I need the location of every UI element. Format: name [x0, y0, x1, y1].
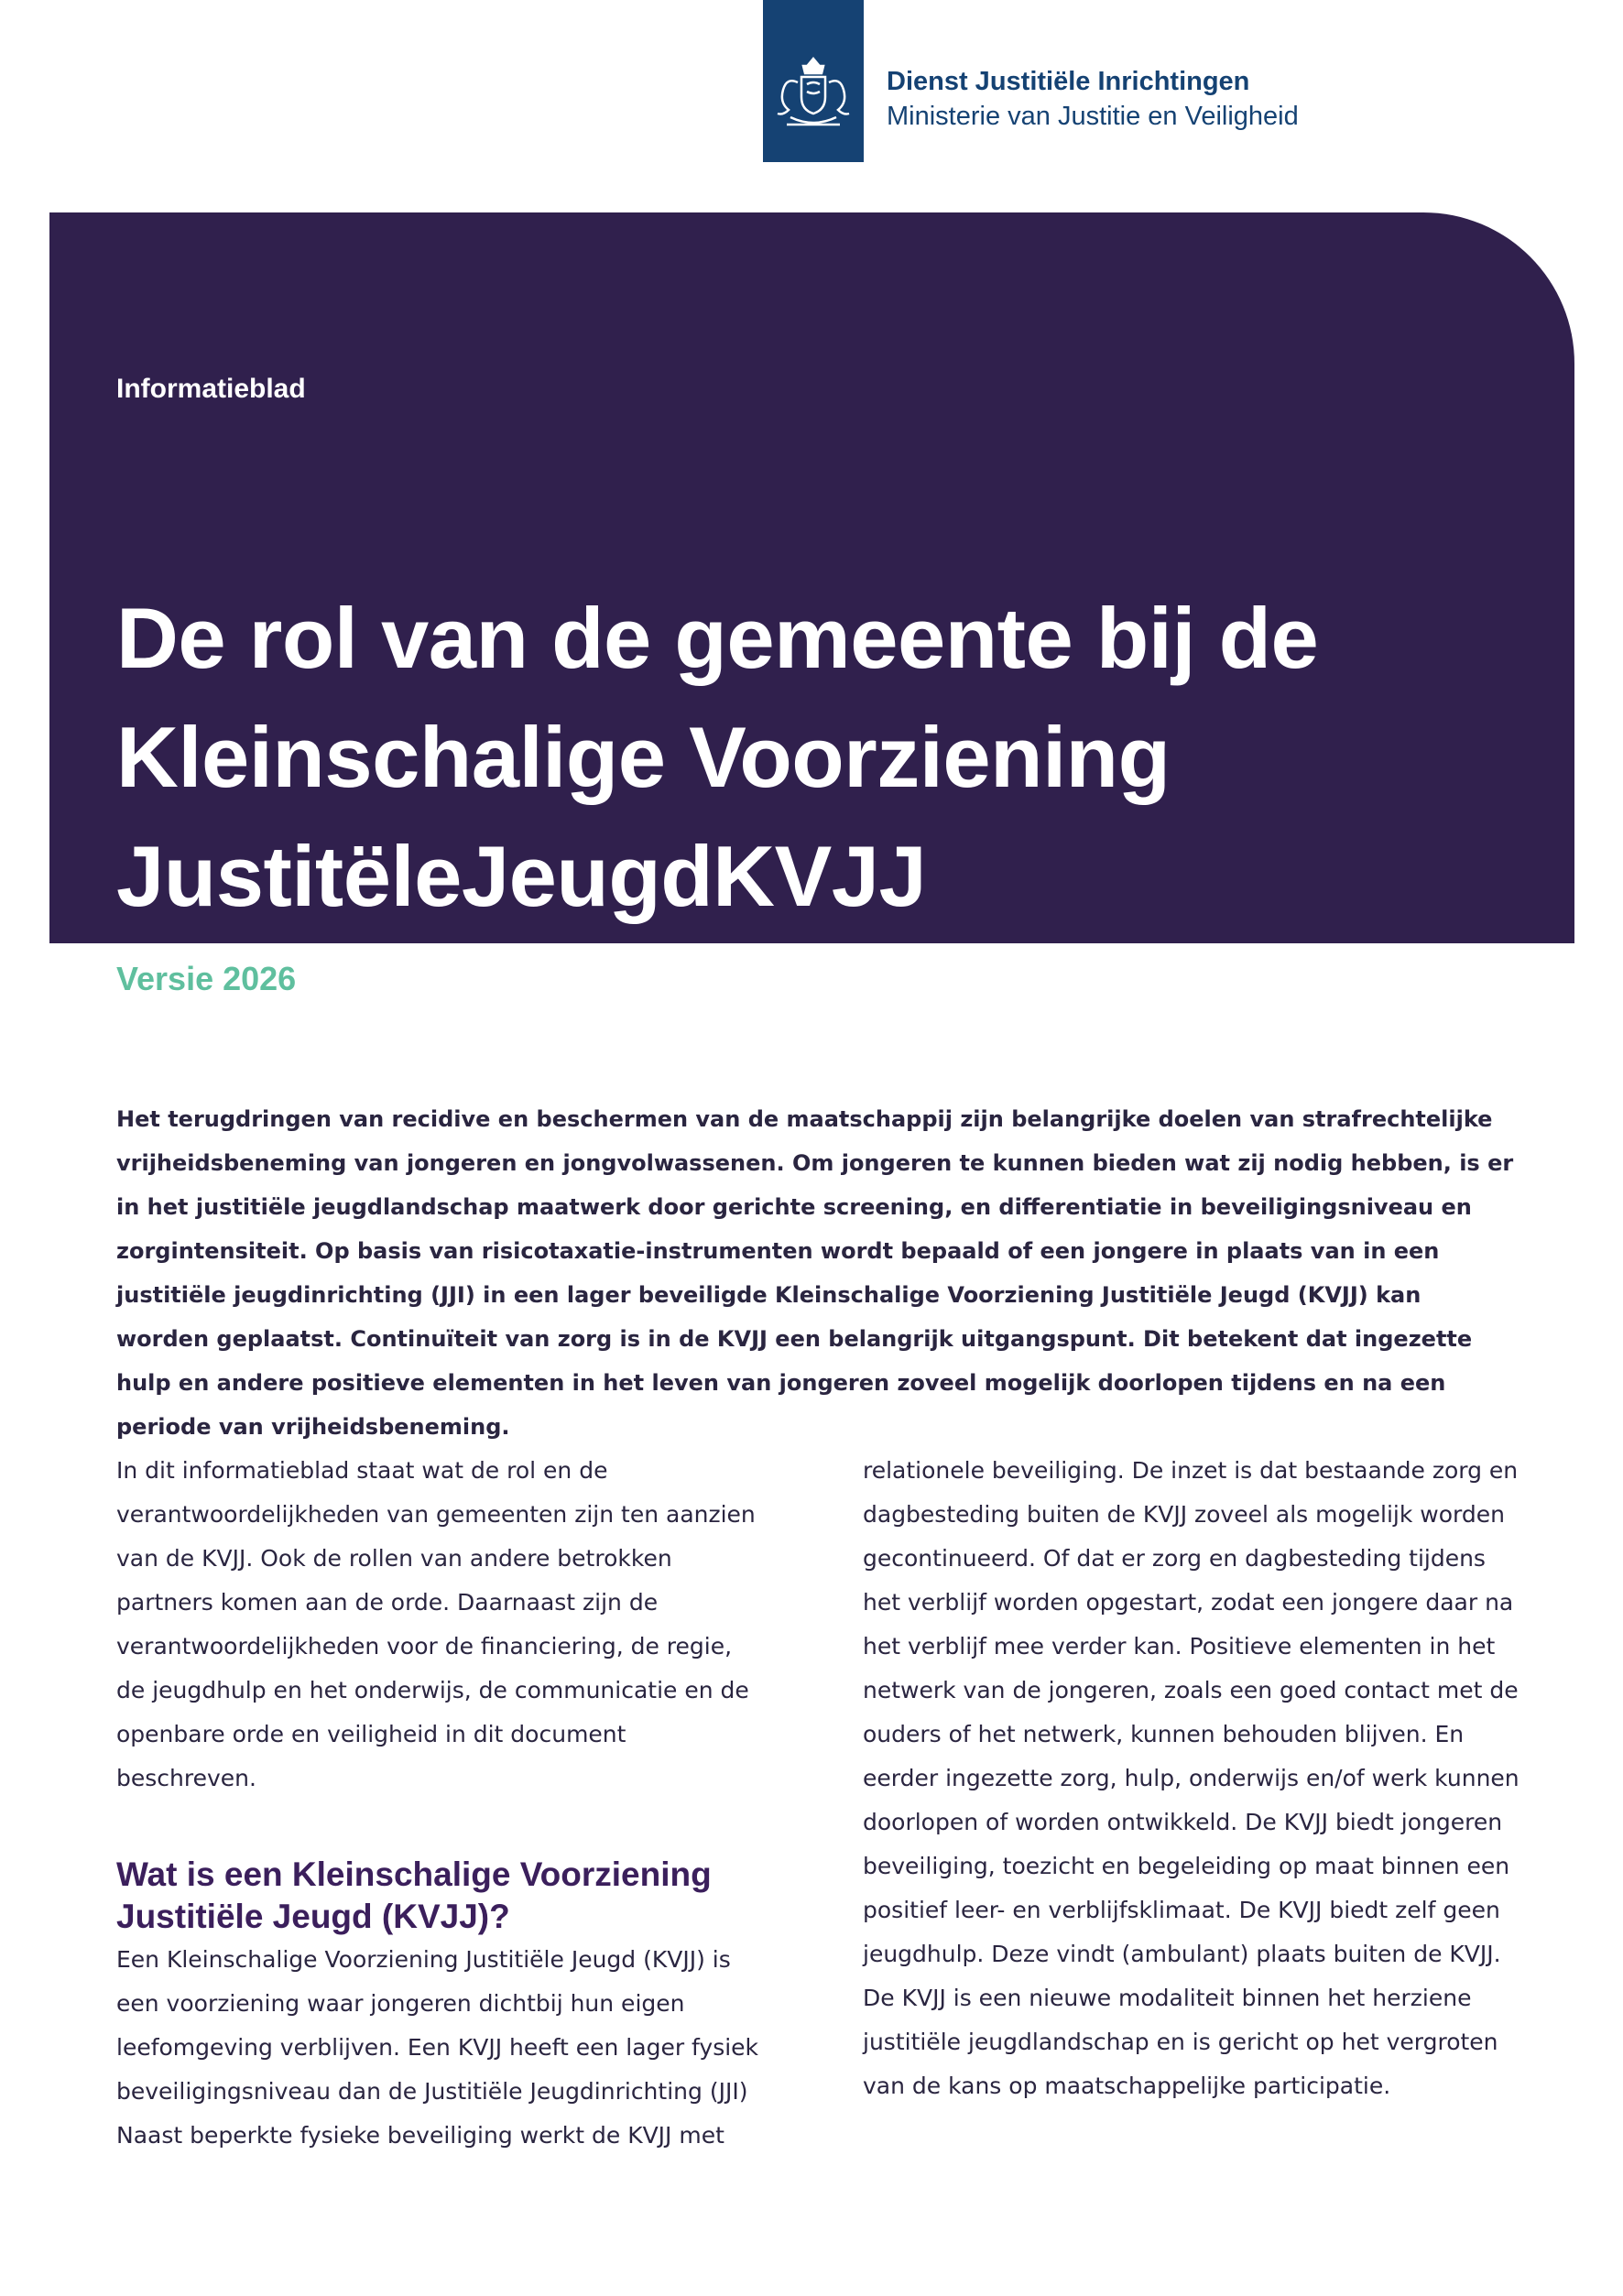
body-paragraph: relationele beveiliging. De inzet is dat bestaande zorg en dagbesteding buiten de KVJJ zoveel als mogelijk worden gecontinueerd. Of dat er zorg en dagbesteding tijdens het verblijf worden opgestart, zodat een jongere daar na het verblijf mee verder kan. Positieve elementen in het netwerk van de jongeren, zoals een goed contact met de ouders of het netwerk, kunnen behouden blijven. En eerder ingezette zorg, hulp, onderwijs en/of werk kunnen doorlopen of worden ontwikkeld. De KVJJ biedt jongeren beveiliging, toezicht en begeleiding op maat binnen een positief leer- en verblijfsklimaat. De KVJJ biedt zelf geen jeugdhulp. Deze vindt (ambulant) plaats buiten de KVJJ. De KVJJ is een nieuwe modaliteit binnen het herziene justitiële jeugdlandschap en is gericht op het vergroten van de kans op maatschappelijke participatie. — [863, 1457, 1520, 2099]
intro-paragraph: Het terugdringen van recidive en beschermen van de maatschappij zijn belangrijke doelen van strafrechtelijke vrijheidsbeneming van jongeren en jongvolwassenen. Om jongeren te kunnen bieden wat zij nodig hebben, is er in het justitiële jeugdlandschap maatwerk door gerichte screening, en differentiatie in beveiligingsniveau en zorgintensiteit. Op basis van risicotaxatie-instrumenten wordt bepaald of een jongere in plaats van in een justitiële jeugdinrichting (JJI) in een lager beveiligde Kleinschalige Voorziening Justitiële Jeugd (KVJJ) kan worden geplaatst. Continuïteit van zorg is in de KVJJ een belangrijk uitgangspunt. Dit betekent dat ingezette hulp en andere positieve elementen in het leven van jongeren zoveel mogelijk doorlopen tijdens en na een periode van vrijheidsbeneming. — [116, 1106, 1514, 1440]
left-column — [116, 1449, 767, 2158]
document-type-label: Informatieblad — [116, 374, 306, 404]
royal-coat-of-arms-icon — [770, 55, 856, 132]
org-name: Dienst Justitiële Inrichtingen — [887, 67, 1250, 96]
hero-banner — [49, 212, 1574, 943]
logo-bar — [763, 0, 864, 162]
organization-name-block — [887, 64, 1299, 134]
version-label: Versie 2026 — [116, 960, 297, 997]
body-paragraph: In dit informatieblad staat wat de rol en de verantwoordelijkheden van gemeenten zijn ten aanzien van de KVJJ. Ook de rollen van andere betrokken partners komen aan de orde. Daarnaast zijn de verantwoordelijkheden voor de financiering, de regie, de jeugdhulp en het onderwijs, de communicatie en de openbare orde en veiligheid in dit document beschreven. — [116, 1457, 756, 1791]
page-title: De rol van de gemeente bij de Kleinschalige Voorziening JustitëleJeugdKVJJ — [116, 590, 1319, 924]
section-heading: Wat is een Kleinschalige Voorziening Justitiële Jeugd (KVJJ)? — [116, 1855, 712, 1935]
body-paragraph: Een Kleinschalige Voorziening Justitiële Jeugd (KVJJ) is een voorziening waar jongeren dichtbij hun eigen leefomgeving verblijven. Een KVJJ heeft een lager fysiek beveiligingsniveau dan de Justitiële Jeugdinrichting (JJI) Naast beperkte fysieke beveiliging werkt de KVJJ met — [116, 1946, 759, 2149]
org-ministry: Ministerie van Justitie en Veiligheid — [887, 102, 1299, 131]
right-column — [863, 1449, 1522, 2108]
